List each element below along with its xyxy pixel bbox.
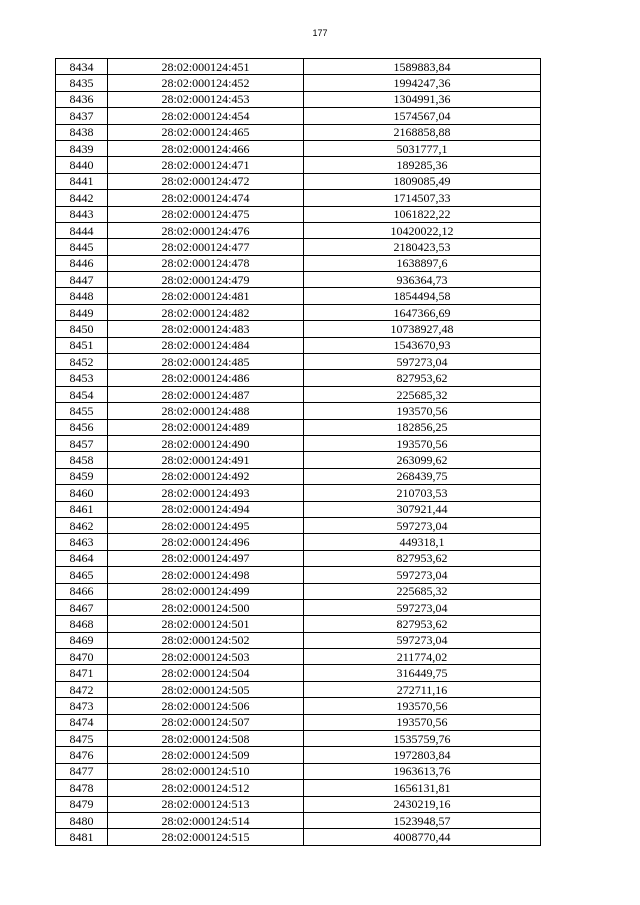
cadastral-value-cell: 225685,32 bbox=[304, 386, 541, 402]
table-row bbox=[56, 370, 541, 386]
table-row bbox=[56, 763, 541, 779]
cadastral-number-cell: 28:02:000124:490 bbox=[108, 435, 304, 451]
cadastral-value-cell: 827953,62 bbox=[304, 550, 541, 566]
row-number-cell: 8449 bbox=[56, 304, 108, 320]
table-row bbox=[56, 190, 541, 206]
cadastral-number-cell: 28:02:000124:508 bbox=[108, 731, 304, 747]
table-row bbox=[56, 534, 541, 550]
cadastral-value-cell: 597273,04 bbox=[304, 632, 541, 648]
row-number-cell: 8455 bbox=[56, 403, 108, 419]
row-number-cell: 8477 bbox=[56, 763, 108, 779]
cadastral-value-cell: 10420022,12 bbox=[304, 222, 541, 238]
cadastral-number-cell: 28:02:000124:498 bbox=[108, 567, 304, 583]
cadastral-number-cell: 28:02:000124:488 bbox=[108, 403, 304, 419]
row-number-cell: 8459 bbox=[56, 468, 108, 484]
row-number-cell: 8441 bbox=[56, 173, 108, 189]
cadastral-number-cell: 28:02:000124:492 bbox=[108, 468, 304, 484]
table-row bbox=[56, 403, 541, 419]
row-number-cell: 8458 bbox=[56, 452, 108, 468]
table-row bbox=[56, 468, 541, 484]
row-number-cell: 8451 bbox=[56, 337, 108, 353]
table-row bbox=[56, 75, 541, 91]
page-number: 177 bbox=[312, 28, 328, 38]
cadastral-value-cell: 1535759,76 bbox=[304, 731, 541, 747]
cadastral-number-cell: 28:02:000124:502 bbox=[108, 632, 304, 648]
row-number-cell: 8473 bbox=[56, 698, 108, 714]
cadastral-number-cell: 28:02:000124:504 bbox=[108, 665, 304, 681]
row-number-cell: 8438 bbox=[56, 124, 108, 140]
row-number-cell: 8448 bbox=[56, 288, 108, 304]
cadastral-value-cell: 189285,36 bbox=[304, 157, 541, 173]
cadastral-number-cell: 28:02:000124:495 bbox=[108, 517, 304, 533]
cadastral-number-cell: 28:02:000124:505 bbox=[108, 681, 304, 697]
cadastral-number-cell: 28:02:000124:509 bbox=[108, 747, 304, 763]
row-number-cell: 8446 bbox=[56, 255, 108, 271]
table-row bbox=[56, 386, 541, 402]
cadastral-number-cell: 28:02:000124:481 bbox=[108, 288, 304, 304]
cadastral-value-cell: 827953,62 bbox=[304, 616, 541, 632]
cadastral-number-cell: 28:02:000124:475 bbox=[108, 206, 304, 222]
row-number-cell: 8475 bbox=[56, 731, 108, 747]
cadastral-number-cell: 28:02:000124:465 bbox=[108, 124, 304, 140]
row-number-cell: 8479 bbox=[56, 796, 108, 812]
cadastral-value-cell: 1714507,33 bbox=[304, 190, 541, 206]
cadastral-number-cell: 28:02:000124:499 bbox=[108, 583, 304, 599]
table-row bbox=[56, 632, 541, 648]
cadastral-number-cell: 28:02:000124:453 bbox=[108, 91, 304, 107]
row-number-cell: 8450 bbox=[56, 321, 108, 337]
row-number-cell: 8469 bbox=[56, 632, 108, 648]
row-number-cell: 8461 bbox=[56, 501, 108, 517]
table-row bbox=[56, 517, 541, 533]
row-number-cell: 8454 bbox=[56, 386, 108, 402]
table-row bbox=[56, 288, 541, 304]
row-number-cell: 8452 bbox=[56, 354, 108, 370]
cadastral-value-cell: 449318,1 bbox=[304, 534, 541, 550]
cadastral-value-cell: 193570,56 bbox=[304, 403, 541, 419]
row-number-cell: 8481 bbox=[56, 829, 108, 845]
cadastral-value-cell: 193570,56 bbox=[304, 435, 541, 451]
table-row bbox=[56, 583, 541, 599]
table-row bbox=[56, 714, 541, 730]
table-row bbox=[56, 59, 541, 75]
table-row bbox=[56, 321, 541, 337]
cadastral-value-cell: 272711,16 bbox=[304, 681, 541, 697]
cadastral-value-cell: 4008770,44 bbox=[304, 829, 541, 845]
row-number-cell: 8434 bbox=[56, 59, 108, 75]
row-number-cell: 8464 bbox=[56, 550, 108, 566]
cadastral-number-cell: 28:02:000124:485 bbox=[108, 354, 304, 370]
row-number-cell: 8466 bbox=[56, 583, 108, 599]
cadastral-value-cell: 1994247,36 bbox=[304, 75, 541, 91]
table-row bbox=[56, 812, 541, 828]
table-row bbox=[56, 157, 541, 173]
cadastral-value-cell: 827953,62 bbox=[304, 370, 541, 386]
table-row bbox=[56, 435, 541, 451]
row-number-cell: 8439 bbox=[56, 140, 108, 156]
table-row bbox=[56, 616, 541, 632]
row-number-cell: 8465 bbox=[56, 567, 108, 583]
cadastral-number-cell: 28:02:000124:479 bbox=[108, 272, 304, 288]
cadastral-number-cell: 28:02:000124:487 bbox=[108, 386, 304, 402]
table-row bbox=[56, 665, 541, 681]
row-number-cell: 8443 bbox=[56, 206, 108, 222]
cadastral-number-cell: 28:02:000124:497 bbox=[108, 550, 304, 566]
cadastral-value-cell: 1523948,57 bbox=[304, 812, 541, 828]
cadastral-number-cell: 28:02:000124:478 bbox=[108, 255, 304, 271]
cadastral-value-cell: 5031777,1 bbox=[304, 140, 541, 156]
row-number-cell: 8457 bbox=[56, 435, 108, 451]
table-row bbox=[56, 304, 541, 320]
row-number-cell: 8440 bbox=[56, 157, 108, 173]
table-row bbox=[56, 796, 541, 812]
row-number-cell: 8437 bbox=[56, 108, 108, 124]
row-number-cell: 8447 bbox=[56, 272, 108, 288]
cadastral-value-cell: 210703,53 bbox=[304, 485, 541, 501]
row-number-cell: 8474 bbox=[56, 714, 108, 730]
cadastral-value-cell: 1854494,58 bbox=[304, 288, 541, 304]
row-number-cell: 8480 bbox=[56, 812, 108, 828]
cadastral-number-cell: 28:02:000124:493 bbox=[108, 485, 304, 501]
cadastral-value-cell: 1638897,6 bbox=[304, 255, 541, 271]
cadastral-value-cell: 307921,44 bbox=[304, 501, 541, 517]
row-number-cell: 8467 bbox=[56, 599, 108, 615]
cadastral-number-cell: 28:02:000124:506 bbox=[108, 698, 304, 714]
cadastral-value-cell: 1574567,04 bbox=[304, 108, 541, 124]
row-number-cell: 8456 bbox=[56, 419, 108, 435]
table-row bbox=[56, 239, 541, 255]
cadastral-value-cell: 316449,75 bbox=[304, 665, 541, 681]
row-number-cell: 8471 bbox=[56, 665, 108, 681]
row-number-cell: 8445 bbox=[56, 239, 108, 255]
cadastral-number-cell: 28:02:000124:482 bbox=[108, 304, 304, 320]
table-row bbox=[56, 206, 541, 222]
table-row bbox=[56, 747, 541, 763]
cadastral-value-cell: 268439,75 bbox=[304, 468, 541, 484]
cadastral-value-cell: 10738927,48 bbox=[304, 321, 541, 337]
row-number-cell: 8468 bbox=[56, 616, 108, 632]
table-row bbox=[56, 681, 541, 697]
table-row bbox=[56, 173, 541, 189]
row-number-cell: 8436 bbox=[56, 91, 108, 107]
cadastral-value-cell: 182856,25 bbox=[304, 419, 541, 435]
cadastral-value-cell: 2430219,16 bbox=[304, 796, 541, 812]
row-number-cell: 8476 bbox=[56, 747, 108, 763]
cadastral-value-cell: 193570,56 bbox=[304, 714, 541, 730]
table-row bbox=[56, 140, 541, 156]
cadastral-value-cell: 936364,73 bbox=[304, 272, 541, 288]
cadastral-value-cell: 1656131,81 bbox=[304, 780, 541, 796]
table-row bbox=[56, 780, 541, 796]
table-row bbox=[56, 567, 541, 583]
row-number-cell: 8463 bbox=[56, 534, 108, 550]
cadastral-value-cell: 597273,04 bbox=[304, 517, 541, 533]
cadastral-value-cell: 1061822,22 bbox=[304, 206, 541, 222]
cadastral-value-cell: 1589883,84 bbox=[304, 59, 541, 75]
row-number-cell: 8435 bbox=[56, 75, 108, 91]
cadastral-value-cell: 1647366,69 bbox=[304, 304, 541, 320]
table-body bbox=[56, 59, 541, 846]
table-row bbox=[56, 829, 541, 845]
cadastral-value-cell: 1304991,36 bbox=[304, 91, 541, 107]
table-row bbox=[56, 354, 541, 370]
table-row bbox=[56, 501, 541, 517]
table-row bbox=[56, 255, 541, 271]
table-row bbox=[56, 419, 541, 435]
table-row bbox=[56, 91, 541, 107]
table-row bbox=[56, 452, 541, 468]
table-row bbox=[56, 731, 541, 747]
row-number-cell: 8472 bbox=[56, 681, 108, 697]
cadastral-number-cell: 28:02:000124:477 bbox=[108, 239, 304, 255]
table-row bbox=[56, 108, 541, 124]
cadastral-value-cell: 225685,32 bbox=[304, 583, 541, 599]
cadastral-value-cell: 2168858,88 bbox=[304, 124, 541, 140]
cadastral-number-cell: 28:02:000124:489 bbox=[108, 419, 304, 435]
table-row bbox=[56, 698, 541, 714]
cadastral-value-cell: 1809085,49 bbox=[304, 173, 541, 189]
row-number-cell: 8442 bbox=[56, 190, 108, 206]
cadastral-value-cell: 263099,62 bbox=[304, 452, 541, 468]
table-row bbox=[56, 649, 541, 665]
cadastral-number-cell: 28:02:000124:451 bbox=[108, 59, 304, 75]
cadastral-number-cell: 28:02:000124:507 bbox=[108, 714, 304, 730]
cadastral-value-cell: 1972803,84 bbox=[304, 747, 541, 763]
cadastral-number-cell: 28:02:000124:515 bbox=[108, 829, 304, 845]
cadastral-number-cell: 28:02:000124:474 bbox=[108, 190, 304, 206]
table-row bbox=[56, 599, 541, 615]
table-row bbox=[56, 222, 541, 238]
cadastral-number-cell: 28:02:000124:491 bbox=[108, 452, 304, 468]
row-number-cell: 8462 bbox=[56, 517, 108, 533]
cadastral-number-cell: 28:02:000124:512 bbox=[108, 780, 304, 796]
cadastral-number-cell: 28:02:000124:472 bbox=[108, 173, 304, 189]
row-number-cell: 8460 bbox=[56, 485, 108, 501]
row-number-cell: 8453 bbox=[56, 370, 108, 386]
cadastral-number-cell: 28:02:000124:484 bbox=[108, 337, 304, 353]
table-row bbox=[56, 272, 541, 288]
cadastral-number-cell: 28:02:000124:503 bbox=[108, 649, 304, 665]
table-row bbox=[56, 337, 541, 353]
cadastral-value-table bbox=[55, 58, 541, 846]
cadastral-number-cell: 28:02:000124:496 bbox=[108, 534, 304, 550]
row-number-cell: 8478 bbox=[56, 780, 108, 796]
cadastral-number-cell: 28:02:000124:454 bbox=[108, 108, 304, 124]
cadastral-number-cell: 28:02:000124:466 bbox=[108, 140, 304, 156]
cadastral-number-cell: 28:02:000124:510 bbox=[108, 763, 304, 779]
cadastral-value-cell: 597273,04 bbox=[304, 354, 541, 370]
cadastral-number-cell: 28:02:000124:486 bbox=[108, 370, 304, 386]
row-number-cell: 8444 bbox=[56, 222, 108, 238]
cadastral-value-cell: 597273,04 bbox=[304, 567, 541, 583]
row-number-cell: 8470 bbox=[56, 649, 108, 665]
cadastral-number-cell: 28:02:000124:514 bbox=[108, 812, 304, 828]
cadastral-value-cell: 1963613,76 bbox=[304, 763, 541, 779]
table-row bbox=[56, 124, 541, 140]
cadastral-value-cell: 597273,04 bbox=[304, 599, 541, 615]
cadastral-number-cell: 28:02:000124:452 bbox=[108, 75, 304, 91]
cadastral-number-cell: 28:02:000124:483 bbox=[108, 321, 304, 337]
cadastral-number-cell: 28:02:000124:500 bbox=[108, 599, 304, 615]
table-row bbox=[56, 550, 541, 566]
cadastral-number-cell: 28:02:000124:501 bbox=[108, 616, 304, 632]
cadastral-number-cell: 28:02:000124:494 bbox=[108, 501, 304, 517]
cadastral-value-cell: 2180423,53 bbox=[304, 239, 541, 255]
cadastral-value-cell: 193570,56 bbox=[304, 698, 541, 714]
cadastral-value-cell: 211774,02 bbox=[304, 649, 541, 665]
cadastral-number-cell: 28:02:000124:476 bbox=[108, 222, 304, 238]
cadastral-value-cell: 1543670,93 bbox=[304, 337, 541, 353]
table-row bbox=[56, 485, 541, 501]
cadastral-number-cell: 28:02:000124:513 bbox=[108, 796, 304, 812]
cadastral-number-cell: 28:02:000124:471 bbox=[108, 157, 304, 173]
